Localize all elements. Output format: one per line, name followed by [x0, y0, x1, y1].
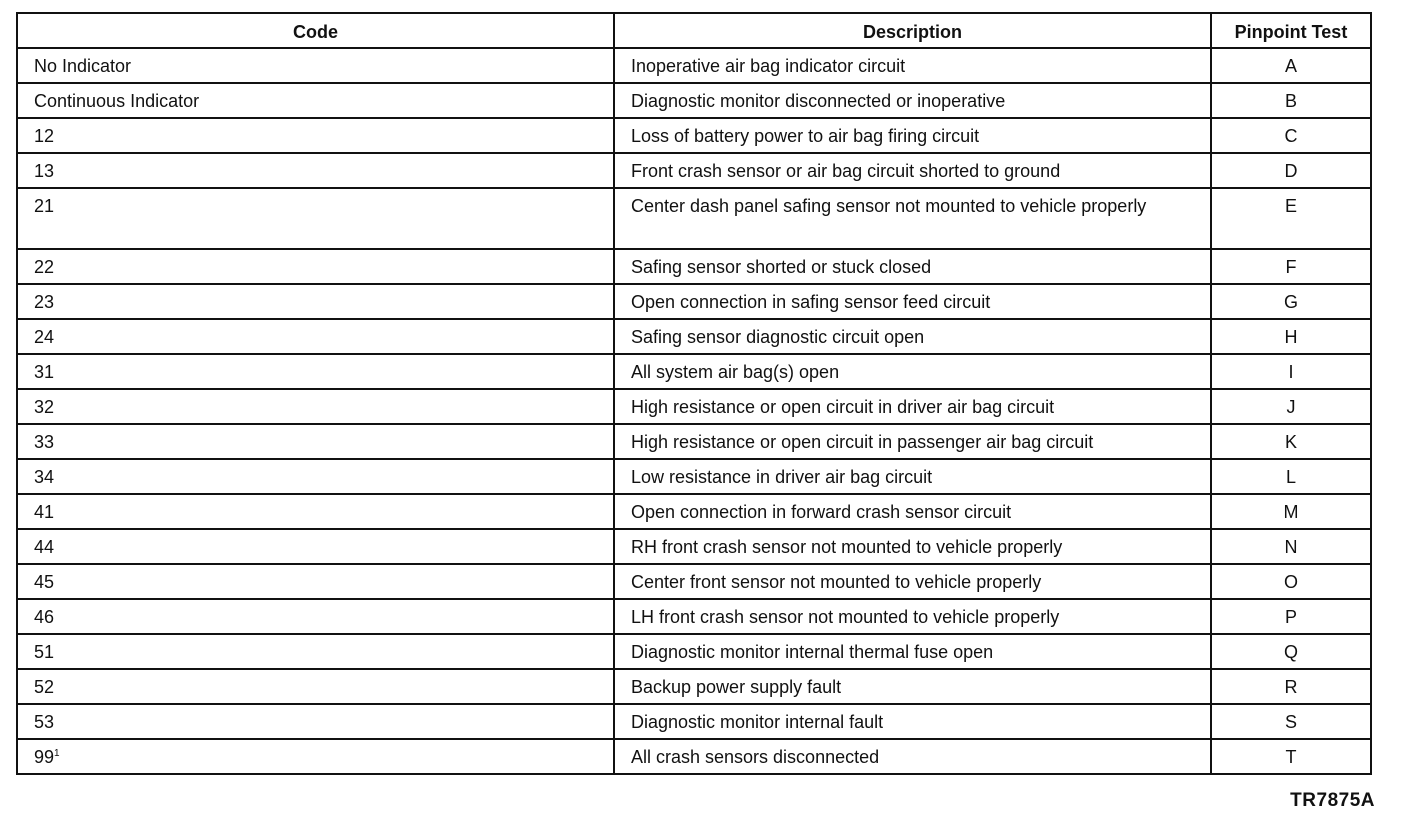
- description-cell: Open connection in forward crash sensor circuit: [614, 494, 1211, 529]
- code-cell: 31: [17, 354, 614, 389]
- table-row: [17, 669, 1371, 704]
- code-cell: 51: [17, 634, 614, 669]
- table-row: [17, 494, 1371, 529]
- description-cell: Safing sensor diagnostic circuit open: [614, 319, 1211, 354]
- description-cell: All system air bag(s) open: [614, 354, 1211, 389]
- code-cell: 33: [17, 424, 614, 459]
- column-header-code: Code: [17, 13, 614, 48]
- pinpoint-test-cell: L: [1211, 459, 1371, 494]
- code-cell: 32: [17, 389, 614, 424]
- description-cell: Safing sensor shorted or stuck closed: [614, 249, 1211, 284]
- description-cell: RH front crash sensor not mounted to vehicle properly: [614, 529, 1211, 564]
- table-row: [17, 188, 1371, 249]
- description-cell: Low resistance in driver air bag circuit: [614, 459, 1211, 494]
- pinpoint-test-cell: I: [1211, 354, 1371, 389]
- description-cell: LH front crash sensor not mounted to vehicle properly: [614, 599, 1211, 634]
- table-row: [17, 284, 1371, 319]
- pinpoint-test-cell: C: [1211, 118, 1371, 153]
- pinpoint-test-cell: N: [1211, 529, 1371, 564]
- table-row: [17, 424, 1371, 459]
- code-cell: 34: [17, 459, 614, 494]
- table-row: [17, 83, 1371, 118]
- code-cell: No Indicator: [17, 48, 614, 83]
- table-row: [17, 153, 1371, 188]
- table-header-row: [17, 13, 1371, 48]
- code-cell: 24: [17, 319, 614, 354]
- table-row: [17, 48, 1371, 83]
- table-row: [17, 634, 1371, 669]
- pinpoint-test-cell: E: [1211, 188, 1371, 249]
- description-cell: Loss of battery power to air bag firing circuit: [614, 118, 1211, 153]
- description-cell: Inoperative air bag indicator circuit: [614, 48, 1211, 83]
- code-cell: 12: [17, 118, 614, 153]
- code-cell: [17, 739, 614, 774]
- pinpoint-test-cell: T: [1211, 739, 1371, 774]
- description-cell: Center front sensor not mounted to vehicle properly: [614, 564, 1211, 599]
- table-row: [17, 459, 1371, 494]
- pinpoint-test-cell: A: [1211, 48, 1371, 83]
- description-cell: High resistance or open circuit in driver air bag circuit: [614, 389, 1211, 424]
- footnote-superscript: 1: [54, 748, 60, 759]
- column-header-description: Description: [614, 13, 1211, 48]
- table-row: [17, 564, 1371, 599]
- table-row: [17, 529, 1371, 564]
- code-value: 99: [34, 747, 55, 767]
- code-cell: 21: [17, 188, 614, 249]
- description-cell: Front crash sensor or air bag circuit shorted to ground: [614, 153, 1211, 188]
- table-row: [17, 389, 1371, 424]
- description-cell: All crash sensors disconnected: [614, 739, 1211, 774]
- code-cell: 41: [17, 494, 614, 529]
- code-cell: 52: [17, 669, 614, 704]
- pinpoint-test-cell: G: [1211, 284, 1371, 319]
- code-cell: Continuous Indicator: [17, 83, 614, 118]
- pinpoint-test-cell: Q: [1211, 634, 1371, 669]
- description-cell: Center dash panel safing sensor not mounted to vehicle properly: [614, 188, 1211, 249]
- description-cell: Diagnostic monitor internal fault: [614, 704, 1211, 739]
- pinpoint-test-cell: H: [1211, 319, 1371, 354]
- description-cell: Backup power supply fault: [614, 669, 1211, 704]
- code-cell: 53: [17, 704, 614, 739]
- code-cell: 45: [17, 564, 614, 599]
- column-header-pinpoint-test: Pinpoint Test: [1211, 13, 1371, 48]
- code-cell: 13: [17, 153, 614, 188]
- pinpoint-test-cell: P: [1211, 599, 1371, 634]
- pinpoint-test-cell: M: [1211, 494, 1371, 529]
- pinpoint-test-cell: K: [1211, 424, 1371, 459]
- description-cell: Diagnostic monitor internal thermal fuse open: [614, 634, 1211, 669]
- pinpoint-test-cell: S: [1211, 704, 1371, 739]
- code-cell: 44: [17, 529, 614, 564]
- diagnostic-code-table: [16, 12, 1372, 775]
- description-cell: Open connection in safing sensor feed circuit: [614, 284, 1211, 319]
- table-row: [17, 118, 1371, 153]
- table-row: [17, 354, 1371, 389]
- pinpoint-test-cell: D: [1211, 153, 1371, 188]
- table-row: [17, 739, 1371, 774]
- table-row: [17, 249, 1371, 284]
- table-row: [17, 704, 1371, 739]
- code-cell: 46: [17, 599, 614, 634]
- pinpoint-test-cell: J: [1211, 389, 1371, 424]
- figure-id: TR7875A: [1290, 790, 1375, 811]
- pinpoint-test-cell: O: [1211, 564, 1371, 599]
- table-row: [17, 599, 1371, 634]
- description-cell: Diagnostic monitor disconnected or inoperative: [614, 83, 1211, 118]
- code-cell: 23: [17, 284, 614, 319]
- pinpoint-test-cell: R: [1211, 669, 1371, 704]
- code-cell: 22: [17, 249, 614, 284]
- pinpoint-test-cell: F: [1211, 249, 1371, 284]
- pinpoint-test-cell: B: [1211, 83, 1371, 118]
- description-cell: High resistance or open circuit in passenger air bag circuit: [614, 424, 1211, 459]
- table-row: [17, 319, 1371, 354]
